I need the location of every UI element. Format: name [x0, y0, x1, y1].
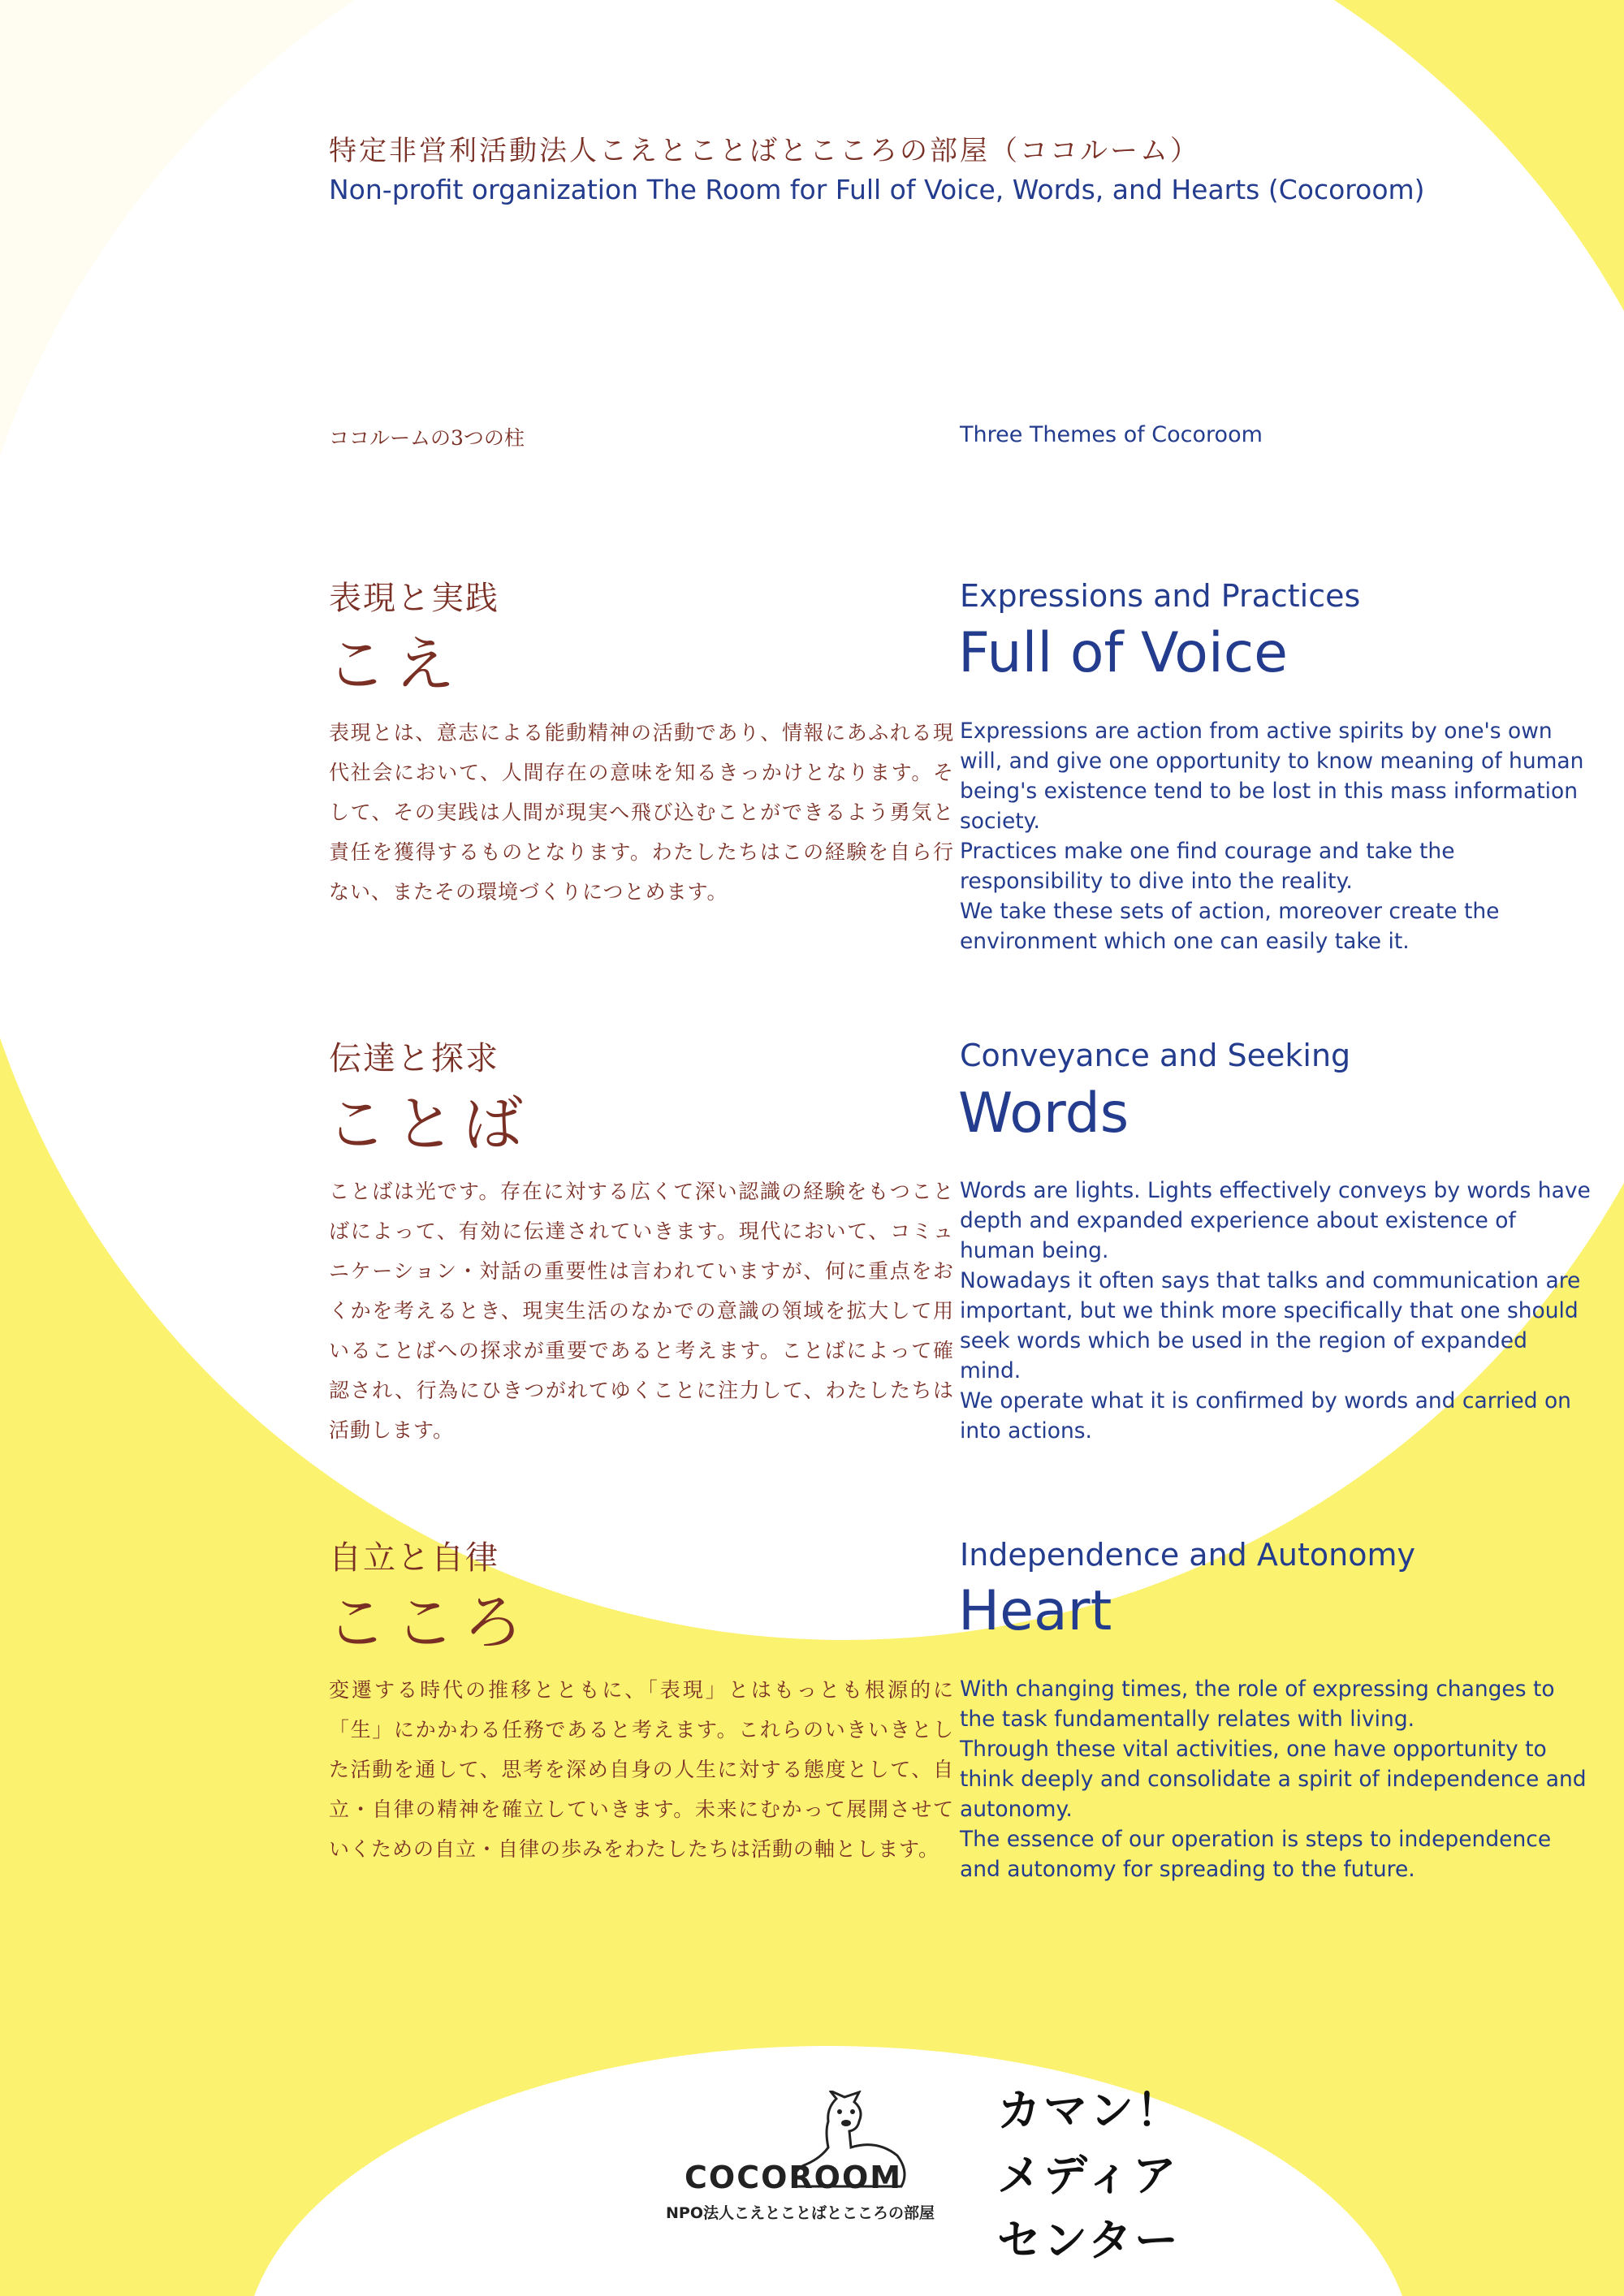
themes-heading-japanese: ココルームの3つの柱 — [329, 426, 525, 450]
section-1-body-english-paragraph: Practices make one find courage and take the responsibility to dive into the reality. — [960, 839, 1455, 894]
section-3-body-english-paragraph: The essence of our operation is steps to independence and autonomy for spreading to the future. — [960, 1827, 1552, 1882]
cocoroom-logo-wordmark: COCOROOM — [685, 2160, 903, 2195]
section-3-title-english: Heart — [958, 1579, 1112, 1643]
section-3-body-english-paragraph: Through these vital activities, one have opportunity to think deeply and consolidate a spirit of independence and autonomy. — [960, 1737, 1587, 1822]
section-2-title-english: Words — [958, 1081, 1129, 1146]
section-2-title-japanese: ことば — [326, 1090, 531, 1159]
section-2-body-english-paragraph: Nowadays it often says that talks and communication are important, but we think more specifically that one should seek words which be used in the region of expanded mind. — [960, 1268, 1581, 1383]
section-3-body-english — [960, 1674, 1593, 1884]
themes-heading-english: Three Themes of Cocoroom — [960, 422, 1263, 447]
section-1-title-english: Full of Voice — [958, 621, 1289, 685]
section-3-subtitle-japanese: 自立と自律 — [329, 1539, 499, 1577]
organization-name-japanese: 特定非営利活動法人こえとことばとこころの部屋（ココルーム） — [329, 135, 1200, 167]
media-center-logo — [997, 2078, 1182, 2273]
section-2-subtitle-english: Conveyance and Seeking — [960, 1038, 1351, 1073]
section-1-body-english — [960, 716, 1593, 956]
section-2-body-english-paragraph: We operate what it is confirmed by words and carried on into actions. — [960, 1388, 1571, 1444]
section-2-body-japanese: ことばは光です。存在に対する広くて深い認識の経験をもつことばによって、有効に伝達されていきます。現代において、コミュニケーション・対話の重要性は言われていますが、何に重点をおくかを考えるとき、現実生活のなかでの意識の領域を拡大して用いることばへの探求が重要であると考えます。ことばによって確認され、行為にひきつがれてゆくことに注力して、わたしたちは活動します。 — [329, 1180, 954, 1442]
section-3-body-japanese: 変遷する時代の推移とともに、「表現」とはもっとも根源的に「生」にかかわる任務であると考えます。これらのいきいきとした活動を通して、思考を深め自身の人生に対する態度として、自立・自律の精神を確立していきます。未来にむかって展開させていくための自立・自律の歩みをわたしたちは活動の軸とします。 — [329, 1678, 954, 1861]
media-center-logo-line: センター — [997, 2215, 1181, 2266]
section-2-body-english — [960, 1176, 1593, 1446]
section-1-body-english-paragraph: We take these sets of action, moreover create the environment which one can easily take it. — [960, 899, 1500, 954]
section-1-body-english-paragraph: Expressions are action from active spirits by one's own will, and give one opportunity to know meaning of human being's existence tend to be lost in this mass information society. — [960, 719, 1584, 834]
section-3-title-japanese: こころ — [326, 1588, 531, 1658]
media-center-logo-line: カマン！ — [997, 2085, 1182, 2136]
dog-nose — [841, 2120, 851, 2126]
section-1-subtitle-english: Expressions and Practices — [960, 578, 1361, 614]
section-2-body-english-paragraph: Words are lights. Lights effectively conveys by words have depth and expanded experience about existence of human being. — [960, 1178, 1591, 1263]
section-2-subtitle-japanese: 伝達と探求 — [329, 1040, 499, 1077]
dog-eye — [850, 2109, 855, 2114]
dog-eye — [837, 2109, 842, 2114]
section-1-subtitle-japanese: 表現と実践 — [329, 580, 499, 617]
section-1-title-japanese: こえ — [326, 630, 463, 700]
organization-name-english: Non-profit organization The Room for Full of Voice, Words, and Hearts (Cocoroom) — [329, 174, 1425, 205]
section-1-body-japanese: 表現とは、意志による能動精神の活動であり、情報にあふれる現代社会において、人間存在の意味を知るきっかけとなります。そして、その実践は人間が現実へ飛び込むことができるよう勇気と責任を獲得するものとなります。わたしたちはこの経験を自ら行ない、またその環境づくりにつとめます。 — [329, 721, 954, 904]
section-3-body-english-paragraph: With changing times, the role of expressing changes to the task fundamentally relates with living. — [960, 1677, 1555, 1732]
cocoroom-logo-caption: NPO法人こえとことばとこころの部屋 — [666, 2204, 935, 2222]
section-3-subtitle-english: Independence and Autonomy — [960, 1537, 1415, 1573]
media-center-logo-line: メディア — [997, 2150, 1179, 2201]
